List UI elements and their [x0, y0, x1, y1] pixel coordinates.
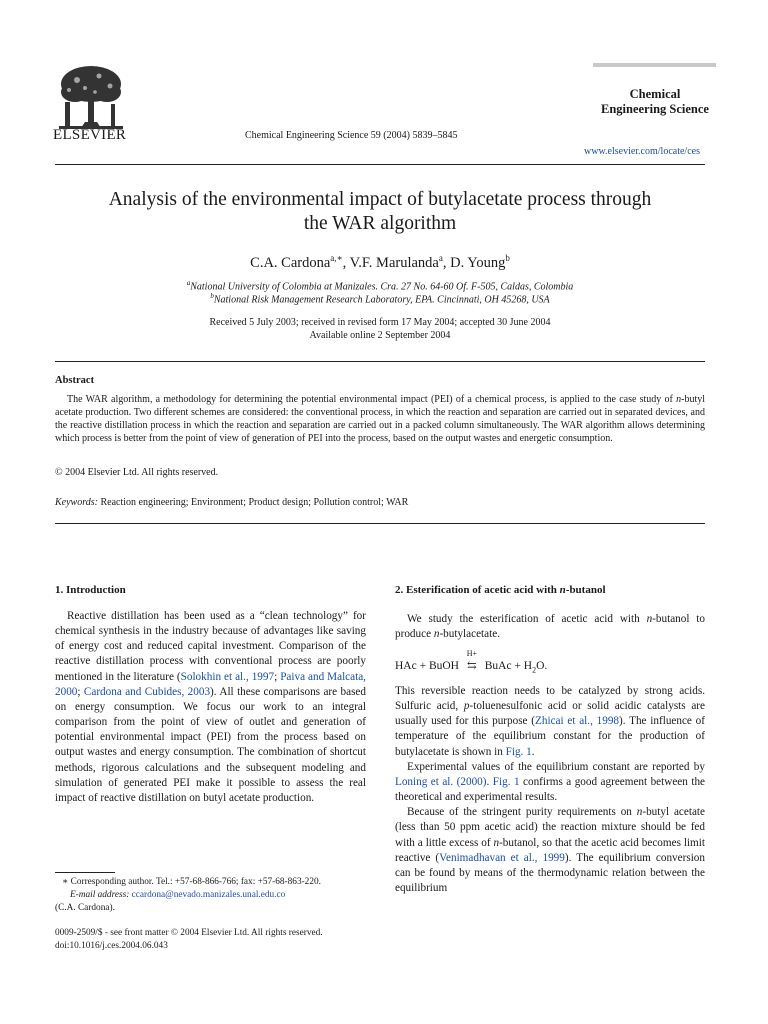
section-heading-esterification	[395, 584, 606, 596]
equilibrium-arrow	[462, 649, 482, 672]
author-name: C.A. Cardona	[250, 254, 331, 271]
text: -butyl acetate (less than 50 ppm acetic acid) the reaction mixture should be fed with a little excess of	[395, 806, 705, 849]
section2-intro	[395, 612, 705, 642]
text-italic: n	[493, 836, 500, 849]
affiliation-text: National University of Colombia at Manizales. Cra. 27 No. 64-60 Of. F-505, Caldas, Colombia	[190, 281, 574, 293]
author-list: C.A. Cardona$^{a,∗}$, V.F. Marulanda$^a$, D. Young$^b$	[250, 253, 510, 271]
subscript: 2	[532, 665, 537, 675]
author-name: V.F. Marulanda	[349, 254, 439, 271]
citation-link[interactable]: Paiva and Malcata, 2000	[55, 670, 366, 698]
text: Experimental values of the equilibrium constant are reported by	[407, 760, 705, 773]
corresponding-author-footnote: ∗ Corresponding author. Tel.: +57-68-866-766; fax: +57-68-863-220.	[62, 877, 321, 887]
text-italic: n	[433, 628, 440, 641]
email-footnote	[70, 889, 370, 902]
figure-link[interactable]: Fig. 1	[505, 745, 532, 758]
text: .	[531, 745, 535, 758]
author-affil-mark: a,∗	[330, 253, 343, 263]
text: Because of the stringent purity requirements on	[407, 806, 637, 819]
abstract-heading: Abstract	[55, 375, 95, 386]
received-dates: Received 5 July 2003; received in revised form 17 May 2004; accepted 30 June 2004	[209, 317, 551, 328]
text-italic: p	[463, 700, 470, 713]
abstract-bottom-divider	[55, 523, 705, 524]
section2-body	[395, 684, 705, 896]
citation-link[interactable]: Zhicai et al., 1998	[535, 715, 620, 728]
equilibrium-arrow-icon: ⇆	[467, 660, 477, 672]
text: -butanol	[565, 584, 606, 596]
journal-masthead-title	[595, 87, 715, 117]
text-italic: n	[646, 613, 653, 625]
text: Reactive distillation has been used as a “clean technology” for chemical synthesis in the industry because of advantages like saving of energy cost and reduced capital investment. Comparison of the reactive distillation process with conventional process are poorly mentioned in the literature (	[55, 610, 366, 683]
text: confirms a good agreement between the theoretical and experimental results.	[395, 775, 705, 804]
article-title	[60, 188, 700, 236]
email-owner: (C.A. Cardona).	[55, 903, 115, 913]
email-link[interactable]: ccardona@nevado.manizales.unal.edu.co	[129, 890, 286, 900]
citation-link[interactable]: Solokhin et al., 1997	[180, 670, 275, 683]
affiliation	[60, 292, 700, 305]
abstract-text: -butyl acetate production. Two different schemes are considered: the conventional process, in which the reaction and separation are carried out in separated devices, and the reactive distillation process in which the reaction and separation are carried out in a packed column simultaneously. The WAR algorithm allows determining which process is better from the point of view of generation of PEI into the process, based on the output wastes and energetic consumption.	[55, 394, 705, 445]
abstract-text: The WAR algorithm, a methodology for determining the potential environmental impact (PEI) of a chemical process, is applied to the case study of	[67, 394, 677, 405]
paragraph	[395, 612, 705, 642]
equation-products: O.	[536, 660, 548, 672]
reaction-equation	[395, 649, 548, 675]
figure-link[interactable]: Fig. 1	[492, 775, 520, 788]
abstract-top-divider	[55, 361, 705, 362]
text: ). All these comparisons are based on energy consumption. We focus our work to an integral comparison from the point of view of outlet and generation of potential environmental impact (PEI) from the process based on output wastes and energy consumption. The combination of shortcut methods, rigorous calculations and the subsequent modeling and simulation of generated PEI make it possible to assess the real impact of reactive distillation on butyl acetate production.	[55, 685, 366, 804]
header-divider	[55, 164, 705, 165]
title-line-1: Analysis of the environmental impact of butylacetate process through	[108, 189, 652, 210]
section-heading-introduction: 1. Introduction	[55, 584, 126, 596]
author-affil-mark: a	[438, 253, 443, 263]
footnote-divider	[55, 872, 115, 873]
title-line-2: the WAR algorithm	[303, 213, 457, 234]
equation-products: BuAc + H	[484, 660, 533, 672]
text: We study the esterification of acetic acid with	[407, 613, 647, 625]
abstract-body	[55, 393, 705, 445]
masthead-line-2: Engineering Science	[601, 102, 709, 116]
text: -butanol to produce	[395, 613, 705, 641]
author-name: D. Young	[450, 254, 506, 271]
citation-link[interactable]: Loning et al. (2000)	[395, 775, 487, 788]
equation-reactants: HAc + BuOH	[395, 660, 459, 672]
text: 2. Esterification of acetic acid with	[395, 584, 560, 596]
paragraph	[395, 805, 705, 896]
affiliation-mark: a	[186, 279, 191, 287]
text: ). The equilibrium conversion can be found by means of the thermodynamic relation between the equilibrium	[395, 851, 705, 895]
email-label: E-mail address:	[70, 890, 130, 900]
keywords	[55, 497, 408, 508]
abstract-italic: n	[676, 394, 682, 405]
abstract-copyright: © 2004 Elsevier Ltd. All rights reserved.	[55, 467, 219, 478]
text: ;	[77, 685, 84, 698]
keywords-list: Reaction engineering; Environment; Product design; Pollution control; WAR	[97, 497, 409, 508]
journal-url-link[interactable]: www.elsevier.com/locate/ces	[584, 146, 700, 157]
doi: doi:10.1016/j.ces.2004.06.043	[55, 941, 168, 951]
text: .	[486, 775, 493, 788]
catalyst-label: H+	[466, 649, 477, 658]
author-affil-mark: b	[505, 253, 510, 263]
citation-link[interactable]: Cardona and Cubides, 2003	[83, 685, 211, 698]
keywords-label: Keywords:	[55, 497, 98, 508]
paragraph	[395, 760, 705, 805]
publisher-name: ELSEVIER	[53, 127, 127, 143]
text-italic: n	[559, 584, 566, 596]
front-matter-notice: 0009-2509/$ - see front matter © 2004 Elsevier Ltd. All rights reserved.	[55, 928, 323, 938]
affiliation	[60, 279, 700, 292]
text: ). The influence of temperature of the equilibrium constant for the production of butylacetate is shown in	[395, 715, 705, 758]
text: -toluenesulfonic acid or solid acidic catalysts are usually used for this purpose (	[395, 700, 705, 728]
masthead-line-1: Chemical	[629, 87, 681, 101]
affiliation-mark: b	[210, 292, 214, 300]
journal-reference: Chemical Engineering Science 59 (2004) 5839–5845	[245, 130, 458, 141]
paragraph	[395, 684, 705, 760]
paragraph	[55, 609, 366, 806]
citation-link[interactable]: Venimadhavan et al., 1999	[439, 851, 565, 864]
text: -butanol, so that the acetic acid becomes limit reactive (	[395, 836, 705, 864]
text: ;	[274, 670, 281, 683]
affiliation-text: National Risk Management Research Laboratory, EPA. Cincinnati, OH 45268, USA	[213, 294, 550, 306]
text-italic: n	[636, 806, 643, 819]
elsevier-tree-logo	[55, 62, 127, 132]
text: This reversible reaction needs to be catalyzed by strong acids. Sulfuric acid,	[395, 685, 705, 713]
introduction-body	[55, 609, 366, 806]
online-date: Available online 2 September 2004	[309, 330, 451, 341]
text: -butylacetate.	[439, 628, 501, 641]
